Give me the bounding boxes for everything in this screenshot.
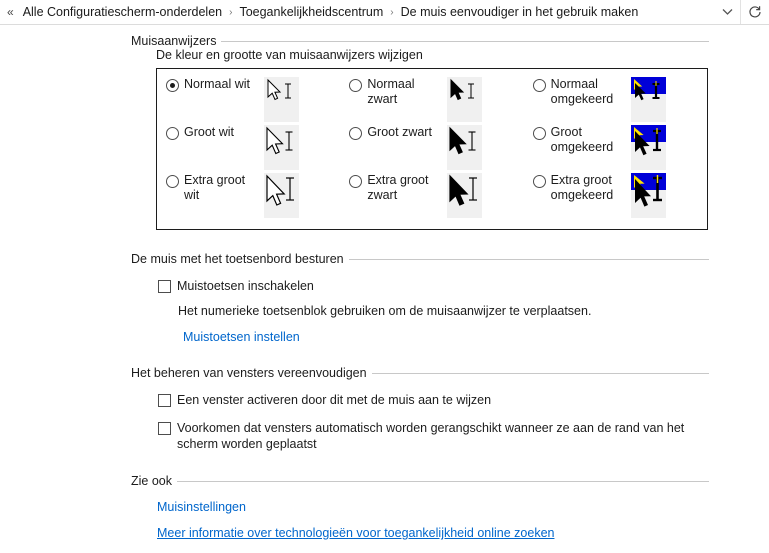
section-header-windows [131, 366, 709, 380]
breadcrumb-item-ease-of-access[interactable]: Toegankelijkheidscentrum [239, 5, 384, 19]
mousekeys-description: Het numerieke toetsenblok gebruiken om de muisaanwijzer te verplaatsen. [178, 304, 592, 318]
breadcrumb-item-all-control-panel[interactable]: Alle Configuratiescherm-onderdelen [22, 5, 223, 19]
link-mouse-settings[interactable]: Muisinstellingen [157, 500, 246, 514]
pointer-option-normal-white[interactable] [157, 77, 340, 125]
section-title: De muis met het toetsenbord besturen [131, 252, 344, 266]
checkbox-label: Muistoetsen inschakelen [177, 279, 314, 293]
pointer-option-label: Extra groot zwart [367, 173, 429, 202]
pointer-option-large-inverted[interactable] [524, 125, 707, 173]
link-setup-mousekeys[interactable]: Muistoetsen instellen [183, 330, 300, 344]
section-rule [349, 259, 709, 260]
section-title: Zie ook [131, 474, 172, 488]
mousekeys-setup-link-row [183, 330, 709, 344]
section-rule [177, 481, 709, 482]
checkbox-prevent-window-snap[interactable] [158, 422, 171, 435]
pointer-option-xlarge-white[interactable] [157, 173, 340, 221]
section-header-see-also [131, 474, 709, 488]
refresh-icon[interactable] [740, 0, 769, 24]
pointer-option-large-white[interactable] [157, 125, 340, 173]
activate-window-checkbox-row[interactable] [158, 392, 709, 408]
pointer-option-label: Normaal zwart [367, 77, 415, 106]
checkbox-activate-window-on-hover[interactable] [158, 394, 171, 407]
pointer-option-normal-inverted[interactable] [524, 77, 707, 125]
section-header-keyboard [131, 252, 709, 266]
radio-large-inverted[interactable] [533, 127, 546, 140]
checkbox-label: Een venster activeren door dit met de muis aan te wijzen [177, 393, 492, 407]
checkbox-label: Voorkomen dat vensters automatisch worden gerangschikt wanneer ze aan de rand van het scherm worden geplaatst [177, 421, 685, 451]
pointer-preview-large-inverted [631, 125, 666, 170]
pointer-option-normal-black[interactable] [340, 77, 523, 125]
pointer-preview-normal-black [447, 77, 482, 122]
radio-xlarge-inverted[interactable] [533, 175, 546, 188]
section-keyboard-mouse-control [131, 252, 709, 344]
section-mouse-pointers [131, 34, 709, 230]
breadcrumb-item-current-page[interactable]: De muis eenvoudiger in het gebruik maken [400, 5, 639, 19]
section-rule [221, 41, 709, 42]
radio-normal-white[interactable] [166, 79, 179, 92]
radio-xlarge-white[interactable] [166, 175, 179, 188]
chevron-down-icon[interactable] [714, 0, 740, 24]
page-body [0, 34, 769, 540]
link-learn-about-accessibility-technologies[interactable]: Meer informatie over technologieën voor toegankelijkheid online zoeken [157, 526, 555, 540]
section-title: Muisaanwijzers [131, 34, 217, 48]
pointer-row [157, 77, 707, 125]
section-title: Het beheren van vensters vereenvoudigen [131, 366, 367, 380]
pointer-row [157, 125, 707, 173]
pointer-preview-xlarge-inverted [631, 173, 666, 218]
address-bar[interactable] [0, 0, 769, 25]
pointer-option-label: Groot zwart [367, 125, 432, 139]
section-rule [372, 373, 709, 374]
pointer-option-xlarge-black[interactable] [340, 173, 523, 221]
address-bar-controls [714, 0, 769, 24]
content-column [131, 34, 709, 540]
radio-large-black[interactable] [349, 127, 362, 140]
breadcrumb-separator-icon[interactable]: › [390, 6, 394, 18]
back-navigation-icon[interactable]: « [7, 5, 13, 19]
see-also-link-row [157, 500, 709, 514]
mousekeys-checkbox-row[interactable] [158, 278, 709, 294]
pointer-preview-xlarge-black [447, 173, 482, 218]
pointer-preview-large-black [447, 125, 482, 170]
section-see-also [131, 474, 709, 540]
prevent-snap-checkbox-row[interactable] [158, 420, 709, 452]
radio-xlarge-black[interactable] [349, 175, 362, 188]
radio-large-white[interactable] [166, 127, 179, 140]
pointer-option-label: Normaal omgekeerd [550, 77, 614, 106]
radio-normal-inverted[interactable] [533, 79, 546, 92]
pointer-row [157, 173, 707, 221]
pointer-option-large-black[interactable] [340, 125, 523, 173]
pointer-options-group [156, 68, 708, 230]
section-header-mouse-pointers [131, 34, 709, 48]
pointer-option-label: Groot omgekeerd [550, 125, 614, 154]
breadcrumb-separator-icon[interactable]: › [229, 6, 233, 18]
pointer-option-label: Normaal wit [184, 77, 250, 91]
pointers-sub-label: De kleur en grootte van muisaanwijzers wijzigen [156, 48, 423, 62]
checkbox-enable-mousekeys[interactable] [158, 280, 171, 293]
pointer-option-label: Extra groot wit [184, 173, 246, 202]
pointer-preview-normal-inverted [631, 77, 666, 122]
breadcrumb [19, 3, 714, 21]
pointer-preview-large-white [264, 125, 299, 170]
pointer-option-label: Extra groot omgekeerd [550, 173, 614, 202]
see-also-link-row [157, 526, 709, 540]
pointer-option-label: Groot wit [184, 125, 235, 139]
pointer-preview-xlarge-white [264, 173, 299, 218]
pointer-preview-normal-white [264, 77, 299, 122]
section-window-management [131, 366, 709, 452]
pointer-option-xlarge-inverted[interactable] [524, 173, 707, 221]
radio-normal-black[interactable] [349, 79, 362, 92]
